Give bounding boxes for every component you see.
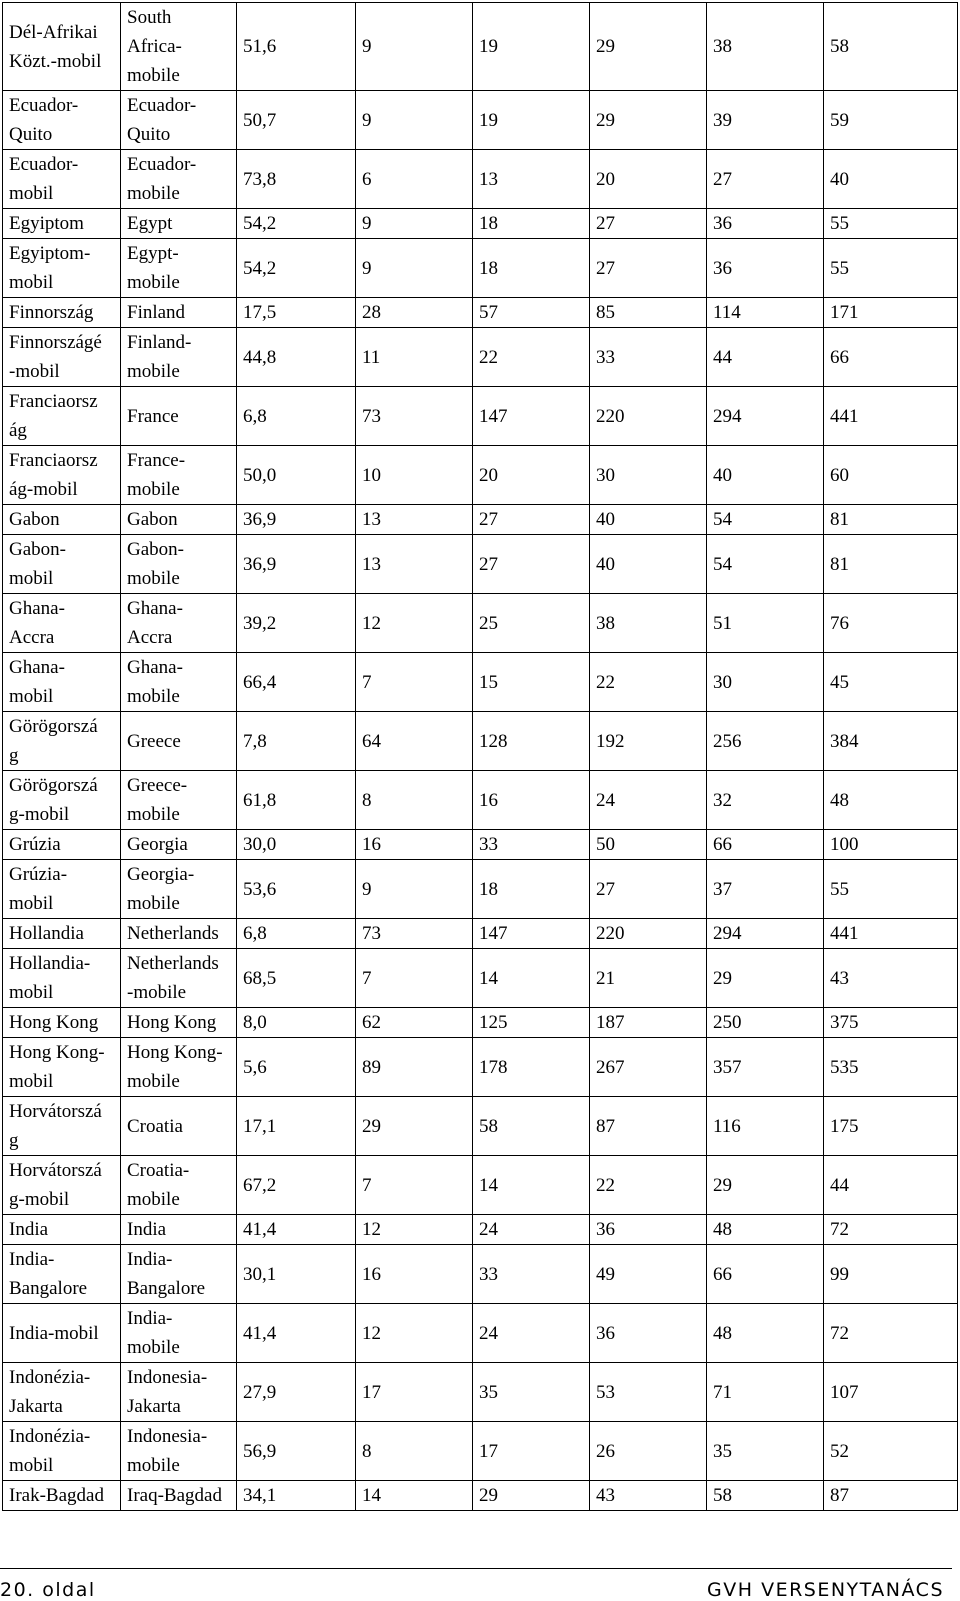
value-cell: 28: [356, 298, 473, 328]
value-cell: 27,9: [237, 1363, 356, 1422]
value-cell: 29: [707, 949, 824, 1008]
country-en-cell: Iraq-Bagdad: [121, 1481, 237, 1511]
value-cell: 61,8: [237, 771, 356, 830]
value-cell: 16: [473, 771, 590, 830]
value-cell: 6,8: [237, 387, 356, 446]
value-cell: 22: [590, 653, 707, 712]
table-row: [3, 535, 958, 594]
country-hu-cell: Egyiptom: [3, 209, 121, 239]
value-cell: 6: [356, 150, 473, 209]
value-cell: 20: [473, 446, 590, 505]
value-cell: 12: [356, 1215, 473, 1245]
value-cell: 71: [707, 1363, 824, 1422]
value-cell: 30: [590, 446, 707, 505]
country-en-cell: South Africa- mobile: [121, 3, 237, 91]
value-cell: 85: [590, 298, 707, 328]
country-hu-cell: Gabon: [3, 505, 121, 535]
value-cell: 30,0: [237, 830, 356, 860]
value-cell: 66,4: [237, 653, 356, 712]
country-hu-cell: Görögorszá g: [3, 712, 121, 771]
value-cell: 116: [707, 1097, 824, 1156]
value-cell: 38: [707, 3, 824, 91]
value-cell: 44,8: [237, 328, 356, 387]
value-cell: 7: [356, 1156, 473, 1215]
value-cell: 41,4: [237, 1215, 356, 1245]
value-cell: 12: [356, 594, 473, 653]
value-cell: 29: [473, 1481, 590, 1511]
table-row: [3, 830, 958, 860]
table-row: [3, 239, 958, 298]
value-cell: 44: [824, 1156, 958, 1215]
value-cell: 192: [590, 712, 707, 771]
table-row: [3, 919, 958, 949]
rates-table-body: [3, 3, 958, 1511]
country-hu-cell: Horvátorszá g-mobil: [3, 1156, 121, 1215]
value-cell: 24: [473, 1215, 590, 1245]
country-hu-cell: Hollandia: [3, 919, 121, 949]
value-cell: 441: [824, 387, 958, 446]
value-cell: 48: [707, 1215, 824, 1245]
value-cell: 36: [590, 1304, 707, 1363]
value-cell: 34,1: [237, 1481, 356, 1511]
country-en-cell: Ecuador- Quito: [121, 91, 237, 150]
value-cell: 14: [473, 949, 590, 1008]
value-cell: 220: [590, 387, 707, 446]
value-cell: 147: [473, 387, 590, 446]
value-cell: 66: [824, 328, 958, 387]
table-row: [3, 328, 958, 387]
value-cell: 294: [707, 387, 824, 446]
value-cell: 50,7: [237, 91, 356, 150]
country-en-cell: Indonesia- mobile: [121, 1422, 237, 1481]
country-en-cell: Hong Kong: [121, 1008, 237, 1038]
footer-organization: GVH VERSENYTANÁCS: [707, 1579, 944, 1601]
value-cell: 19: [473, 91, 590, 150]
value-cell: 17,1: [237, 1097, 356, 1156]
country-hu-cell: Ghana- mobil: [3, 653, 121, 712]
table-row: [3, 860, 958, 919]
value-cell: 55: [824, 209, 958, 239]
country-en-cell: Ghana- Accra: [121, 594, 237, 653]
value-cell: 22: [473, 328, 590, 387]
value-cell: 56,9: [237, 1422, 356, 1481]
value-cell: 64: [356, 712, 473, 771]
table-row: [3, 653, 958, 712]
value-cell: 171: [824, 298, 958, 328]
value-cell: 125: [473, 1008, 590, 1038]
value-cell: 51,6: [237, 3, 356, 91]
table-row: [3, 949, 958, 1008]
country-hu-cell: Grúzia- mobil: [3, 860, 121, 919]
value-cell: 43: [590, 1481, 707, 1511]
value-cell: 294: [707, 919, 824, 949]
value-cell: 187: [590, 1008, 707, 1038]
country-en-cell: Croatia: [121, 1097, 237, 1156]
country-en-cell: India- Bangalore: [121, 1245, 237, 1304]
table-row: [3, 1363, 958, 1422]
value-cell: 17,5: [237, 298, 356, 328]
country-en-cell: Greece- mobile: [121, 771, 237, 830]
value-cell: 40: [590, 505, 707, 535]
country-en-cell: Netherlands -mobile: [121, 949, 237, 1008]
value-cell: 18: [473, 209, 590, 239]
value-cell: 27: [590, 860, 707, 919]
value-cell: 35: [473, 1363, 590, 1422]
value-cell: 55: [824, 860, 958, 919]
value-cell: 30: [707, 653, 824, 712]
value-cell: 44: [707, 328, 824, 387]
value-cell: 6,8: [237, 919, 356, 949]
value-cell: 36,9: [237, 535, 356, 594]
value-cell: 40: [590, 535, 707, 594]
value-cell: 441: [824, 919, 958, 949]
table-row: [3, 1156, 958, 1215]
footer-divider: [0, 1568, 952, 1569]
value-cell: 48: [824, 771, 958, 830]
value-cell: 18: [473, 860, 590, 919]
value-cell: 73: [356, 919, 473, 949]
country-en-cell: Netherlands: [121, 919, 237, 949]
value-cell: 24: [590, 771, 707, 830]
value-cell: 535: [824, 1038, 958, 1097]
value-cell: 37: [707, 860, 824, 919]
value-cell: 49: [590, 1245, 707, 1304]
value-cell: 19: [473, 3, 590, 91]
value-cell: 66: [707, 830, 824, 860]
country-en-cell: Hong Kong- mobile: [121, 1038, 237, 1097]
value-cell: 250: [707, 1008, 824, 1038]
table-row: [3, 771, 958, 830]
country-hu-cell: Grúzia: [3, 830, 121, 860]
value-cell: 87: [824, 1481, 958, 1511]
table-row: [3, 150, 958, 209]
value-cell: 48: [707, 1304, 824, 1363]
value-cell: 33: [590, 328, 707, 387]
value-cell: 60: [824, 446, 958, 505]
value-cell: 81: [824, 535, 958, 594]
country-hu-cell: Indonézia- Jakarta: [3, 1363, 121, 1422]
value-cell: 9: [356, 209, 473, 239]
table-row: [3, 446, 958, 505]
country-en-cell: Ecuador- mobile: [121, 150, 237, 209]
value-cell: 29: [590, 91, 707, 150]
value-cell: 36: [707, 209, 824, 239]
country-en-cell: Finland- mobile: [121, 328, 237, 387]
value-cell: 357: [707, 1038, 824, 1097]
country-hu-cell: Finnország: [3, 298, 121, 328]
value-cell: 73: [356, 387, 473, 446]
value-cell: 107: [824, 1363, 958, 1422]
value-cell: 45: [824, 653, 958, 712]
value-cell: 16: [356, 830, 473, 860]
country-en-cell: India: [121, 1215, 237, 1245]
country-hu-cell: Indonézia- mobil: [3, 1422, 121, 1481]
value-cell: 256: [707, 712, 824, 771]
value-cell: 22: [590, 1156, 707, 1215]
country-en-cell: Finland: [121, 298, 237, 328]
value-cell: 32: [707, 771, 824, 830]
value-cell: 41,4: [237, 1304, 356, 1363]
country-en-cell: Gabon: [121, 505, 237, 535]
country-hu-cell: Görögorszá g-mobil: [3, 771, 121, 830]
value-cell: 30,1: [237, 1245, 356, 1304]
value-cell: 54,2: [237, 209, 356, 239]
value-cell: 18: [473, 239, 590, 298]
value-cell: 67,2: [237, 1156, 356, 1215]
value-cell: 58: [824, 3, 958, 91]
value-cell: 72: [824, 1215, 958, 1245]
value-cell: 9: [356, 860, 473, 919]
value-cell: 7: [356, 653, 473, 712]
value-cell: 53: [590, 1363, 707, 1422]
value-cell: 27: [590, 239, 707, 298]
value-cell: 8,0: [237, 1008, 356, 1038]
table-row: [3, 594, 958, 653]
country-en-cell: France: [121, 387, 237, 446]
country-en-cell: Croatia- mobile: [121, 1156, 237, 1215]
value-cell: 175: [824, 1097, 958, 1156]
table-row: [3, 712, 958, 771]
country-en-cell: Egypt- mobile: [121, 239, 237, 298]
value-cell: 9: [356, 239, 473, 298]
table-row: [3, 298, 958, 328]
value-cell: 384: [824, 712, 958, 771]
value-cell: 13: [356, 505, 473, 535]
country-hu-cell: Ecuador- Quito: [3, 91, 121, 150]
country-en-cell: France- mobile: [121, 446, 237, 505]
table-row: [3, 91, 958, 150]
value-cell: 54: [707, 505, 824, 535]
value-cell: 27: [473, 505, 590, 535]
value-cell: 13: [356, 535, 473, 594]
value-cell: 36: [707, 239, 824, 298]
country-en-cell: India- mobile: [121, 1304, 237, 1363]
value-cell: 9: [356, 91, 473, 150]
value-cell: 26: [590, 1422, 707, 1481]
table-row: [3, 1422, 958, 1481]
value-cell: 68,5: [237, 949, 356, 1008]
value-cell: 16: [356, 1245, 473, 1304]
value-cell: 40: [707, 446, 824, 505]
value-cell: 114: [707, 298, 824, 328]
value-cell: 267: [590, 1038, 707, 1097]
table-row: [3, 1008, 958, 1038]
value-cell: 51: [707, 594, 824, 653]
value-cell: 36: [590, 1215, 707, 1245]
country-hu-cell: Hong Kong- mobil: [3, 1038, 121, 1097]
value-cell: 58: [707, 1481, 824, 1511]
value-cell: 87: [590, 1097, 707, 1156]
value-cell: 14: [356, 1481, 473, 1511]
value-cell: 66: [707, 1245, 824, 1304]
value-cell: 9: [356, 3, 473, 91]
value-cell: 12: [356, 1304, 473, 1363]
value-cell: 17: [473, 1422, 590, 1481]
value-cell: 178: [473, 1038, 590, 1097]
country-hu-cell: Gabon- mobil: [3, 535, 121, 594]
table-row: [3, 1038, 958, 1097]
value-cell: 17: [356, 1363, 473, 1422]
value-cell: 50: [590, 830, 707, 860]
value-cell: 375: [824, 1008, 958, 1038]
value-cell: 29: [707, 1156, 824, 1215]
country-hu-cell: India- Bangalore: [3, 1245, 121, 1304]
country-hu-cell: Ghana- Accra: [3, 594, 121, 653]
value-cell: 11: [356, 328, 473, 387]
table-row: [3, 1245, 958, 1304]
table-row: [3, 1215, 958, 1245]
table-row: [3, 505, 958, 535]
country-hu-cell: Franciaorsz ág-mobil: [3, 446, 121, 505]
value-cell: 24: [473, 1304, 590, 1363]
country-hu-cell: Ecuador- mobil: [3, 150, 121, 209]
page-number: 20. oldal: [0, 1579, 96, 1601]
value-cell: 54: [707, 535, 824, 594]
table-row: [3, 387, 958, 446]
value-cell: 76: [824, 594, 958, 653]
country-hu-cell: Horvátorszá g: [3, 1097, 121, 1156]
value-cell: 72: [824, 1304, 958, 1363]
value-cell: 52: [824, 1422, 958, 1481]
value-cell: 10: [356, 446, 473, 505]
value-cell: 25: [473, 594, 590, 653]
table-row: [3, 1481, 958, 1511]
value-cell: 20: [590, 150, 707, 209]
country-en-cell: Egypt: [121, 209, 237, 239]
value-cell: 38: [590, 594, 707, 653]
value-cell: 29: [356, 1097, 473, 1156]
country-en-cell: Indonesia- Jakarta: [121, 1363, 237, 1422]
country-en-cell: Georgia: [121, 830, 237, 860]
value-cell: 33: [473, 1245, 590, 1304]
value-cell: 53,6: [237, 860, 356, 919]
value-cell: 89: [356, 1038, 473, 1097]
value-cell: 14: [473, 1156, 590, 1215]
value-cell: 39,2: [237, 594, 356, 653]
value-cell: 100: [824, 830, 958, 860]
table-row: [3, 1304, 958, 1363]
value-cell: 128: [473, 712, 590, 771]
country-en-cell: Gabon- mobile: [121, 535, 237, 594]
value-cell: 81: [824, 505, 958, 535]
country-hu-cell: Hollandia- mobil: [3, 949, 121, 1008]
value-cell: 29: [590, 3, 707, 91]
value-cell: 7: [356, 949, 473, 1008]
value-cell: 220: [590, 919, 707, 949]
value-cell: 40: [824, 150, 958, 209]
value-cell: 15: [473, 653, 590, 712]
value-cell: 8: [356, 771, 473, 830]
value-cell: 35: [707, 1422, 824, 1481]
table-row: [3, 3, 958, 91]
value-cell: 27: [473, 535, 590, 594]
country-hu-cell: India: [3, 1215, 121, 1245]
country-en-cell: Georgia- mobile: [121, 860, 237, 919]
table-row: [3, 1097, 958, 1156]
value-cell: 54,2: [237, 239, 356, 298]
value-cell: 13: [473, 150, 590, 209]
value-cell: 36,9: [237, 505, 356, 535]
value-cell: 33: [473, 830, 590, 860]
country-hu-cell: Hong Kong: [3, 1008, 121, 1038]
country-en-cell: Greece: [121, 712, 237, 771]
value-cell: 62: [356, 1008, 473, 1038]
value-cell: 55: [824, 239, 958, 298]
value-cell: 59: [824, 91, 958, 150]
rates-table: [2, 2, 958, 1511]
value-cell: 50,0: [237, 446, 356, 505]
country-hu-cell: Franciaorsz ág: [3, 387, 121, 446]
value-cell: 39: [707, 91, 824, 150]
value-cell: 5,6: [237, 1038, 356, 1097]
country-en-cell: Ghana- mobile: [121, 653, 237, 712]
country-hu-cell: Irak-Bagdad: [3, 1481, 121, 1511]
table-row: [3, 209, 958, 239]
value-cell: 27: [590, 209, 707, 239]
value-cell: 147: [473, 919, 590, 949]
value-cell: 21: [590, 949, 707, 1008]
value-cell: 27: [707, 150, 824, 209]
value-cell: 8: [356, 1422, 473, 1481]
value-cell: 57: [473, 298, 590, 328]
country-hu-cell: Finnországé -mobil: [3, 328, 121, 387]
country-hu-cell: Egyiptom- mobil: [3, 239, 121, 298]
country-hu-cell: India-mobil: [3, 1304, 121, 1363]
value-cell: 58: [473, 1097, 590, 1156]
value-cell: 43: [824, 949, 958, 1008]
country-hu-cell: Dél-Afrikai Közt.-mobil: [3, 3, 121, 91]
value-cell: 99: [824, 1245, 958, 1304]
value-cell: 7,8: [237, 712, 356, 771]
value-cell: 73,8: [237, 150, 356, 209]
